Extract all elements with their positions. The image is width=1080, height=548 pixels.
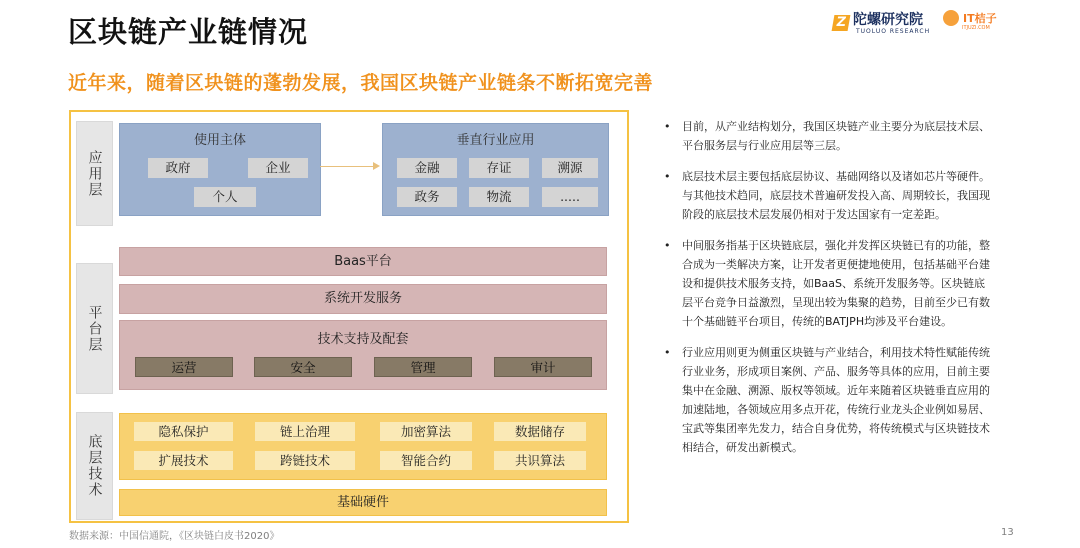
tuoluo-logo-sub: TUOLUO RESEARCH	[856, 28, 931, 35]
industry-chip-finance: 金融	[397, 158, 457, 178]
bullet-line: 与其他技术趋同，底层技术普遍研发投入高、周期较长，我国现	[682, 189, 990, 202]
user-chip-individual: 个人	[194, 187, 256, 207]
industry-chip-logistics: 物流	[469, 187, 529, 207]
data-source: 数据来源：中国信通院，《区块链白皮书2020》	[69, 531, 280, 542]
tuoluo-logo-text: 陀螺研究院	[853, 12, 923, 28]
bullet-line: 相结合，研发出新模式。	[682, 441, 803, 454]
tech-support-box	[119, 320, 607, 390]
bullet-item	[663, 343, 1039, 457]
support-chip-operations: 运营	[135, 357, 233, 377]
industry-chip-government: 政务	[397, 187, 457, 207]
tech-chip-smart-contract: 智能合约	[380, 451, 472, 470]
bullet-item	[663, 236, 1039, 331]
itjuzi-logo	[943, 10, 997, 26]
tech-chip-privacy: 隐私保护	[134, 422, 233, 441]
industry-chip-traceability: 溯源	[542, 158, 598, 178]
bullet-line: 十个基础链平台项目，传统的BATJPH均涉及平台建设。	[682, 315, 953, 328]
user-chip-government: 政府	[148, 158, 208, 178]
bullet-line: • 底层技术层主要包括底层协议、基础网络以及诸如芯片等硬件。	[682, 170, 990, 183]
tech-chip-scaling: 扩展技术	[134, 451, 233, 470]
users-title: 使用主体	[193, 133, 246, 148]
tech-chip-governance: 链上治理	[255, 422, 355, 441]
bullet-item	[663, 167, 1039, 224]
support-chip-management: 管理	[374, 357, 472, 377]
hardware-bar: 基础硬件	[119, 489, 607, 516]
dev-service-bar: 系统开发服务	[119, 284, 607, 314]
baas-platform-bar: Baas平台	[119, 247, 607, 276]
bullet-line: 阶段的底层技术层发展仍相对于发达国家有一定差距。	[682, 208, 946, 221]
bullet-line: • 行业应用则更为侧重区块链与产业结合，利用技术特性赋能传统	[682, 346, 990, 359]
itjuzi-logo-text: IT桔子	[963, 12, 997, 25]
bullet-line: 平台服务层与行业应用层等三层。	[682, 139, 847, 152]
tech-chip-encryption: 加密算法	[380, 422, 472, 441]
user-chip-enterprise: 企业	[248, 158, 308, 178]
industries-title: 垂直行业应用	[456, 133, 535, 148]
bullet-line: 集中在金融、溯源、版权等领域。近年来随着区块链垂直应用的	[682, 384, 990, 397]
page-number: 13	[1001, 527, 1014, 538]
bullet-line: • 目前，从产业结构划分，我国区块链产业主要分为底层技术层、	[682, 120, 990, 133]
orange-logo-icon	[943, 10, 959, 26]
support-chip-security: 安全	[254, 357, 352, 377]
bullet-line: 合成为一类解决方案，让开发者更便捷地使用，包括基础平台建	[682, 258, 990, 271]
industry-chip-more: .....	[542, 187, 598, 207]
page-subtitle: 近年来，随着区块链的蓬勃发展，我国区块链产业链条不断拓宽完善	[68, 72, 654, 94]
itjuzi-logo-sub: ITJUZI.COM	[962, 25, 990, 31]
bullet-line: • 中间服务指基于区块链底层，强化并发挥区块链已有的功能，整	[682, 239, 990, 252]
bullet-line: 层平台竞争日益激烈，呈现出较为集聚的趋势，目前至少已有数	[682, 296, 990, 309]
users-box	[119, 123, 321, 216]
tech-chip-consensus: 共识算法	[494, 451, 586, 470]
bullet-line: 加速陆地，各领域应用多点开花，传统行业龙头企业例如易居、	[682, 403, 990, 416]
industries-box	[382, 123, 609, 216]
layer-label-application: 应用层	[76, 121, 113, 226]
z-logo-icon: Z	[832, 15, 851, 31]
tech-chip-storage: 数据储存	[494, 422, 586, 441]
layer-label-platform: 平台层	[76, 263, 113, 394]
industry-chip-notarization: 存证	[469, 158, 529, 178]
page-title: 区块链产业链情况	[68, 15, 309, 49]
bullet-line: 行业业务，形成项目案例、产品、服务等具体的应用，目前主要	[682, 365, 990, 378]
tech-support-title: 技术支持及配套	[317, 332, 409, 347]
bullet-item	[663, 117, 1039, 155]
bullet-line: 宝武等集团率先发力，结合自身优势，将传统模式与区块链技术	[682, 422, 990, 435]
support-chip-audit: 审计	[494, 357, 592, 377]
layer-label-base: 底层技术	[76, 412, 113, 520]
bullet-list	[663, 117, 1039, 469]
arrow-right-icon	[320, 166, 378, 167]
tech-chip-crosschain: 跨链技术	[255, 451, 355, 470]
bullet-line: 设和提供技术服务支持，如BaaS、系统开发服务等。区块链底	[682, 277, 986, 290]
